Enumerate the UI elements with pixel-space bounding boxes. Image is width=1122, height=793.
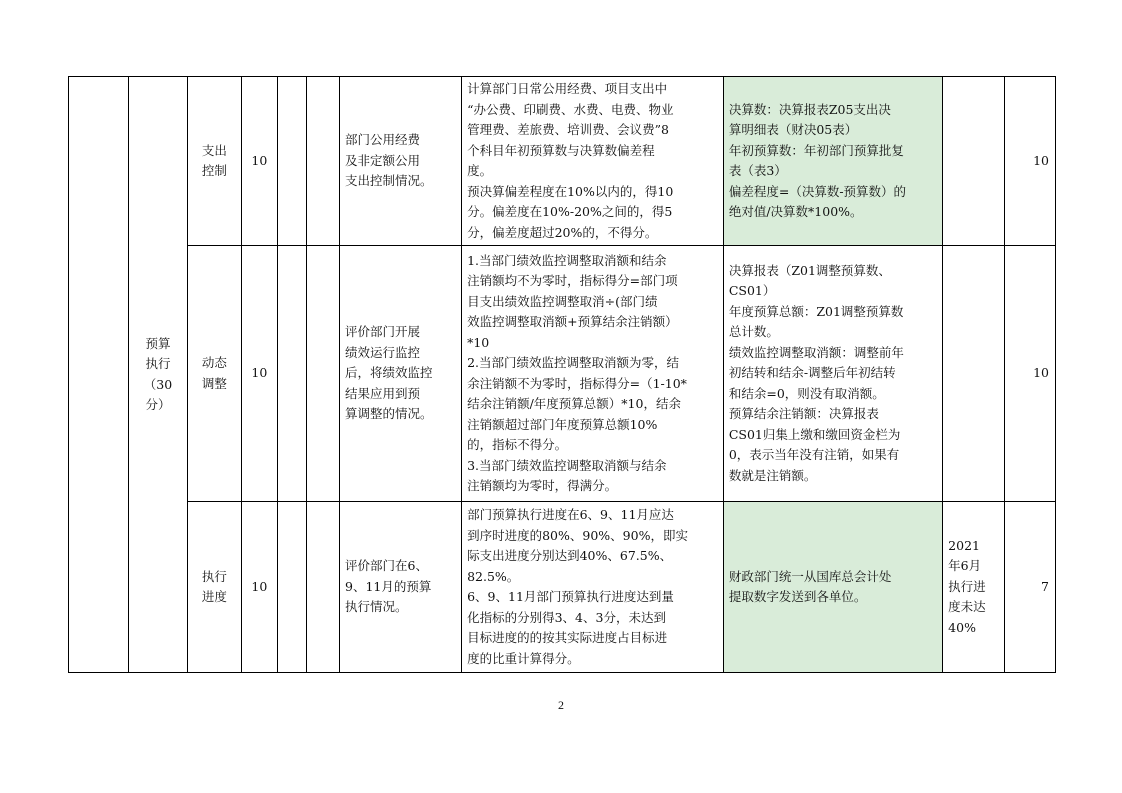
description-cell: 评价部门开展 绩效运行监控 后，将绩效监控 结果应用到预 算调整的情况。	[340, 246, 462, 502]
table-row	[69, 77, 1056, 246]
weight-cell: 10	[241, 77, 277, 246]
blank-cell	[306, 77, 339, 246]
score-cell: 10	[1005, 77, 1056, 246]
blank-cell	[277, 246, 306, 502]
data-source-cell: 决算报表（Z01调整预算数、 CS01） 年度预算总额：Z01调整预算数 总计数。 绩效监控调整取消额：调整前年 初结转和结余-调整后年初结转 和结余=0，则没有取消额。 预算结余注销额：决算报表 CS01归集上缴和缴回资金栏为 0，表示当年没有注销，如果有 数就是注销额。	[723, 246, 942, 502]
note-cell	[943, 246, 1005, 502]
evaluation-table	[68, 76, 1056, 673]
criteria-cell: 计算部门日常公用经费、项目支出中 “办公费、印刷费、水费、电费、物业 管理费、差旅费、培训费、会议费”8 个科目年初预算数与决算数偏差程 度。 预决算偏差程度在10%以内的，得10 分。偏差度在10%-20%之间的，得5 分，偏差度超过20%的，不得分。	[462, 77, 724, 246]
score-cell: 7	[1005, 502, 1056, 673]
table-row	[69, 246, 1056, 502]
data-source-cell: 决算数：决算报表Z05支出决 算明细表（财决05表） 年初预算数：年初部门预算批复 表（表3） 偏差程度=（决算数-预算数）的 绝对值/决算数*100%。	[723, 77, 942, 246]
criteria-cell: 部门预算执行进度在6、9、11月应达 到序时进度的80%、90%、90%，即实 际支出进度分别达到40%、67.5%、 82.5%。 6、9、11月部门预算执行进度达到量 化指标的分别得3、4、3分，未达到 目标进度的的按其实际进度占目标进 度的比重计算得分。	[462, 502, 724, 673]
weight-cell: 10	[241, 502, 277, 673]
category-cell	[129, 77, 188, 673]
note-cell: 2021 年6月 执行进 度未达 40%	[943, 502, 1005, 673]
indicator-name-cell: 动态 调整	[187, 246, 241, 502]
description-cell: 评价部门在6、 9、11月的预算 执行情况。	[340, 502, 462, 673]
description-cell: 部门公用经费 及非定额公用 支出控制情况。	[340, 77, 462, 246]
blank-cell	[306, 502, 339, 673]
blank-cell	[277, 502, 306, 673]
blank-cell	[277, 77, 306, 246]
page-number: 2	[558, 698, 564, 712]
indicator-name-cell: 执行 进度	[187, 502, 241, 673]
weight-cell: 10	[241, 246, 277, 502]
indicator-name-cell: 支出 控制	[187, 77, 241, 246]
note-cell	[943, 77, 1005, 246]
score-cell: 10	[1005, 246, 1056, 502]
blank-cell	[69, 77, 129, 673]
table-row	[69, 502, 1056, 673]
blank-cell	[306, 246, 339, 502]
criteria-cell: 1.当部门绩效监控调整取消额和结余 注销额均不为零时，指标得分=部门项 目支出绩效监控调整取消÷(部门绩 效监控调整取消额+预算结余注销额） *10 2.当部门绩效监控调整取消额为零，结 余注销额不为零时，指标得分=（1-10* 结余注销额/年度预算总额）*10，结余 注销额超过部门年度预算总额10% 的，指标不得分。 3.当部门绩效监控调整取消额与结余 注销额均为零时，得满分。	[462, 246, 724, 502]
data-source-cell: 财政部门统一从国库总会计处 提取数字发送到各单位。	[723, 502, 942, 673]
category-label: 预算 执行 （30 分）	[143, 335, 173, 412]
